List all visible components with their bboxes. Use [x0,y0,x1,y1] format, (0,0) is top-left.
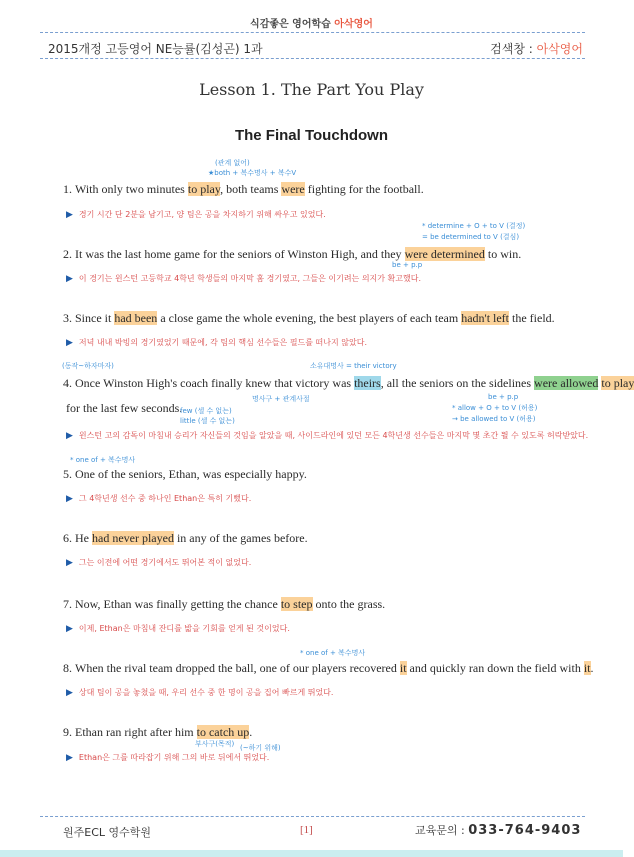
bottom-bar [0,850,623,857]
sentence-3: 3. Since it had been a close game the whole evening, the best players of each team hadn't left the field. [63,311,555,325]
header-divider-bottom [40,58,585,59]
sentence-5: 5. One of the seniors, Ethan, was especially happy. [63,467,307,481]
story-title: The Final Touchdown [234,127,389,144]
translation-3: ▶ 저녁 내내 박빙의 경기였었기 때문에, 각 팀의 핵심 선수들은 필드를 떠나지 않았다. [66,338,368,348]
bullet-triangle-icon: ▶ [66,558,73,568]
bullet-triangle-icon: ▶ [66,753,73,763]
translation-5: ▶ 그 4학년생 선수 중 하나인 Ethan은 특히 기뻤다. [66,494,252,504]
search-hint [490,40,583,57]
phone-number: 033-764-9403 [468,823,582,838]
page-number: [1] [300,824,313,836]
search-brand: 아삭영어 [536,42,583,56]
annotation: = be determined to V (결심) [422,233,520,241]
bullet-triangle-icon: ▶ [66,210,73,220]
translation-1: ▶ 경기 시간 단 2분을 남기고, 양 팀은 공을 차지하기 위해 싸우고 있었다. [66,210,326,220]
translation-2: ▶ 이 경기는 윈스턴 고등학교 4학년 학생들의 마지막 홈 경기였고, 그들은 이기려는 의지가 확고했다. [66,274,422,284]
annotation: * determine + O + to V (결정) [422,222,526,230]
annotation: * one of + 복수명사 [300,649,366,657]
bullet-triangle-icon: ▶ [66,688,73,698]
contact-label: 교육문의 : [415,824,469,837]
bullet-triangle-icon: ▶ [66,274,73,284]
contact-info [415,822,581,838]
annotation: → be allowed to V (허용) [452,415,536,423]
annotation: ★both + 복수명사 + 복수V [208,169,297,177]
search-label: 검색창 : [490,42,537,56]
sentence-7: 7. Now, Ethan was finally getting the chance to step onto the grass. [63,597,386,611]
lesson-title: Lesson 1. The Part You Play [199,80,424,99]
sentence-6: 6. He had never played in any of the games before. [63,531,308,545]
sentence-1: 1. With only two minutes to play, both teams were fighting for the football. [63,182,424,196]
annotation: (관계 없어) [215,159,250,167]
annotation: few (셀 수 없는) [180,407,232,415]
annotation: be + p.p [392,261,423,269]
bullet-triangle-icon: ▶ [66,494,73,504]
annotation: be + p.p [488,393,519,401]
translation-4: ▶ 윈스턴 고의 감독이 마침내 승리가 자신들의 것임을 알았을 때, 사이드라인에 있던 모든 4학년생 선수들은 마지막 몇 초간 뛸 수 있도록 허락받았다. [66,431,589,441]
sentence-4-line2: for the last few seconds. [66,401,183,415]
annotation: * one of + 복수명사 [70,456,136,464]
translation-7: ▶ 이제, Ethan은 마침내 잔디를 밟을 기회를 얻게 된 것이었다. [66,624,290,634]
academy-name: 원주ECL 영수학원 [63,826,152,839]
annotation: 명사구 + 관계사절 [252,395,310,403]
translation-9: ▶ Ethan은 그를 따라잡기 위해 그의 바로 뒤에서 뛰었다. [66,753,270,763]
annotation: little (셀 수 없는) [180,417,235,425]
bullet-triangle-icon: ▶ [66,624,73,634]
bullet-triangle-icon: ▶ [66,338,73,348]
translation-6: ▶ 그는 이전에 어떤 경기에서도 뛰어본 적이 없었다. [66,558,252,568]
header-divider-top [40,32,585,33]
header-tagline [0,15,623,30]
sentence-2: 2. It was the last home game for the seniors of Winston High, and they were determined to win. [63,247,522,261]
annotation: 소유대명사 = their victory [310,362,397,370]
annotation: 부사구(목적) [195,740,235,748]
annotation: (동작~하자마자) [62,362,114,370]
bullet-triangle-icon: ▶ [66,431,73,441]
translation-8: ▶ 상대 팀이 공을 놓쳤을 때, 우리 선수 중 한 명이 공을 집어 빠르게 뛰었다. [66,688,334,698]
annotation: (~하기 위해) [240,744,281,752]
course-title: 2015개정 고등영어 NE능률(김성곤) 1과 [48,42,263,56]
tagline-prefix: 식감좋은 영어학습 [250,19,335,30]
sentence-9: 9. Ethan ran right after him to catch up. [63,725,253,739]
tagline-brand: 아삭영어 [334,19,373,30]
footer-divider [40,816,585,817]
annotation: * allow + O + to V (허용) [452,404,538,412]
sentence-8: 8. When the rival team dropped the ball, one of our players recovered it and quickly ran down the field with it. [63,661,594,675]
sentence-4: 4. Once Winston High's coach finally knew that victory was theirs, all the seniors on the sidelines were allowed to play [63,376,634,390]
